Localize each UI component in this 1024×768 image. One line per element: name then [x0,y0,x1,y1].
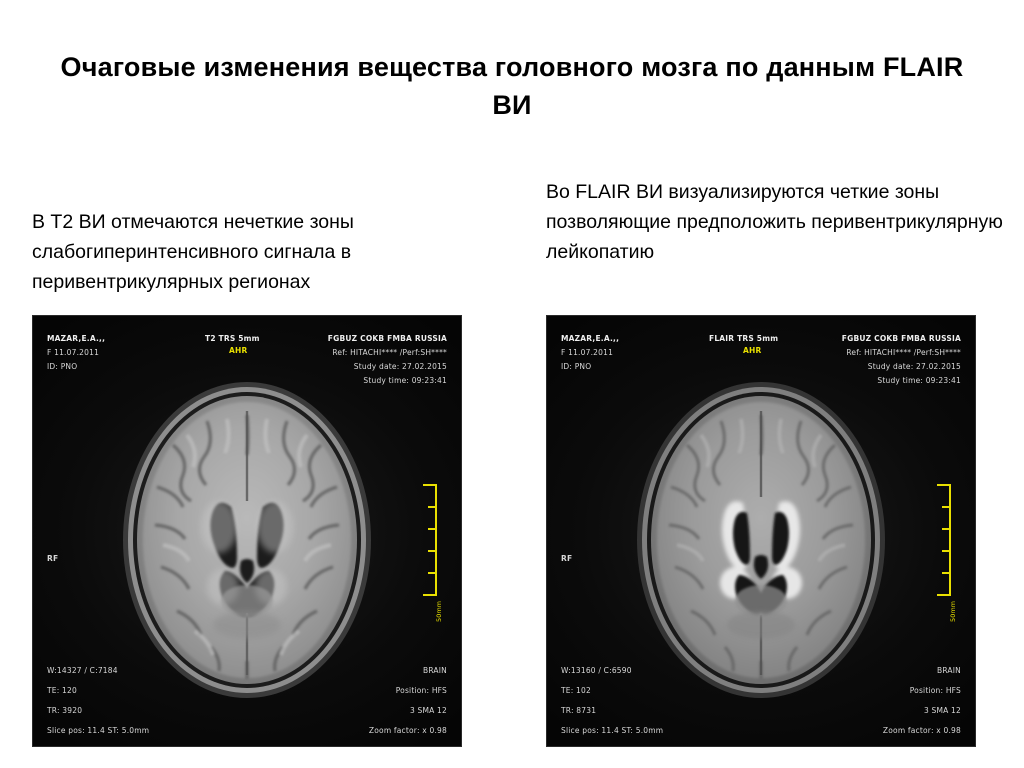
flair-overlay-study-date: Study date: 27.02.2015 [867,362,961,371]
t2-overlay-study-date: Study date: 27.02.2015 [353,362,447,371]
flair-brain-render [625,375,897,705]
t2-overlay-scanner: Ref: HITACHI**** /Perf:SH**** [332,348,447,357]
flair-overlay-series: W:13160 / C:6590 [561,666,632,675]
flair-overlay-tr: TR: 8731 [561,706,597,715]
flair-overlay-study-time: Study time: 09:23:41 [877,376,961,385]
t2-scan-canvas [33,316,461,746]
t2-overlay-te: TE: 120 [47,686,77,695]
flair-scale-ruler [935,484,951,596]
t2-brain-render [111,375,383,705]
t2-overlay-institution: FGBUZ COKB FMBA RUSSIA [327,334,447,343]
flair-overlay-body-part: BRAIN [936,666,961,675]
caption-t2: В Т2 ВИ отмечаются нечеткие зоны слабогиперинтенсивного сигнала в перивентрикулярных регионах [32,211,354,293]
flair-overlay-institution: FGBUZ COKB FMBA RUSSIA [841,334,961,343]
flair-overlay-coil: RF [561,554,573,563]
t2-scale-ruler [421,484,437,596]
flair-overlay-position: Position: HFS [909,686,961,695]
flair-overlay-patient: MAZAR,E.A.,, [561,334,620,343]
t2-overlay-body-part: BRAIN [422,666,447,675]
t2-overlay-slice-count: 3 SMA 12 [409,706,447,715]
t2-ruler-label: 50mm [435,601,443,622]
flair-overlay-zoom: Zoom factor: x 0.98 [882,726,961,735]
t2-overlay-slice-pos: Slice pos: 11.4 ST: 5.0mm [47,726,150,735]
t2-overlay-patient: MAZAR,E.A.,, [47,334,106,343]
flair-ruler-label: 50mm [949,601,957,622]
flair-overlay-plane: AHR [743,346,762,355]
flair-scan-image [546,315,976,747]
t2-overlay-sex-date: F 11.07.2011 [47,348,100,357]
flair-overlay-id: ID: PNO [561,362,592,371]
t2-overlay-zoom: Zoom factor: x 0.98 [368,726,447,735]
t2-overlay-id: ID: PNO [47,362,78,371]
flair-overlay-te: TE: 102 [561,686,591,695]
t2-overlay-plane: AHR [229,346,248,355]
t2-overlay-tr: TR: 3920 [47,706,83,715]
flair-overlay-sex-date: F 11.07.2011 [561,348,614,357]
flair-scan-canvas [547,316,975,746]
t2-overlay-position: Position: HFS [395,686,447,695]
t2-overlay-series: W:14327 / C:7184 [47,666,118,675]
flair-overlay-slice-count: 3 SMA 12 [923,706,961,715]
t2-overlay-coil: RF [47,554,59,563]
t2-overlay-study-time: Study time: 09:23:41 [363,376,447,385]
flair-overlay-slice-pos: Slice pos: 11.4 ST: 5.0mm [561,726,664,735]
page-title: Очаговые изменения вещества головного мозга по данным FLAIR ВИ [60,52,964,120]
caption-flair: Во FLAIR ВИ визуализируются четкие зоны позволяющие предположить перивентрикулярную лейкопатию [546,181,1003,263]
t2-scan-image [32,315,462,747]
t2-overlay-sequence: T2 TRS 5mm [205,334,260,343]
flair-overlay-scanner: Ref: HITACHI**** /Perf:SH**** [846,348,961,357]
flair-overlay-sequence: FLAIR TRS 5mm [709,334,779,343]
